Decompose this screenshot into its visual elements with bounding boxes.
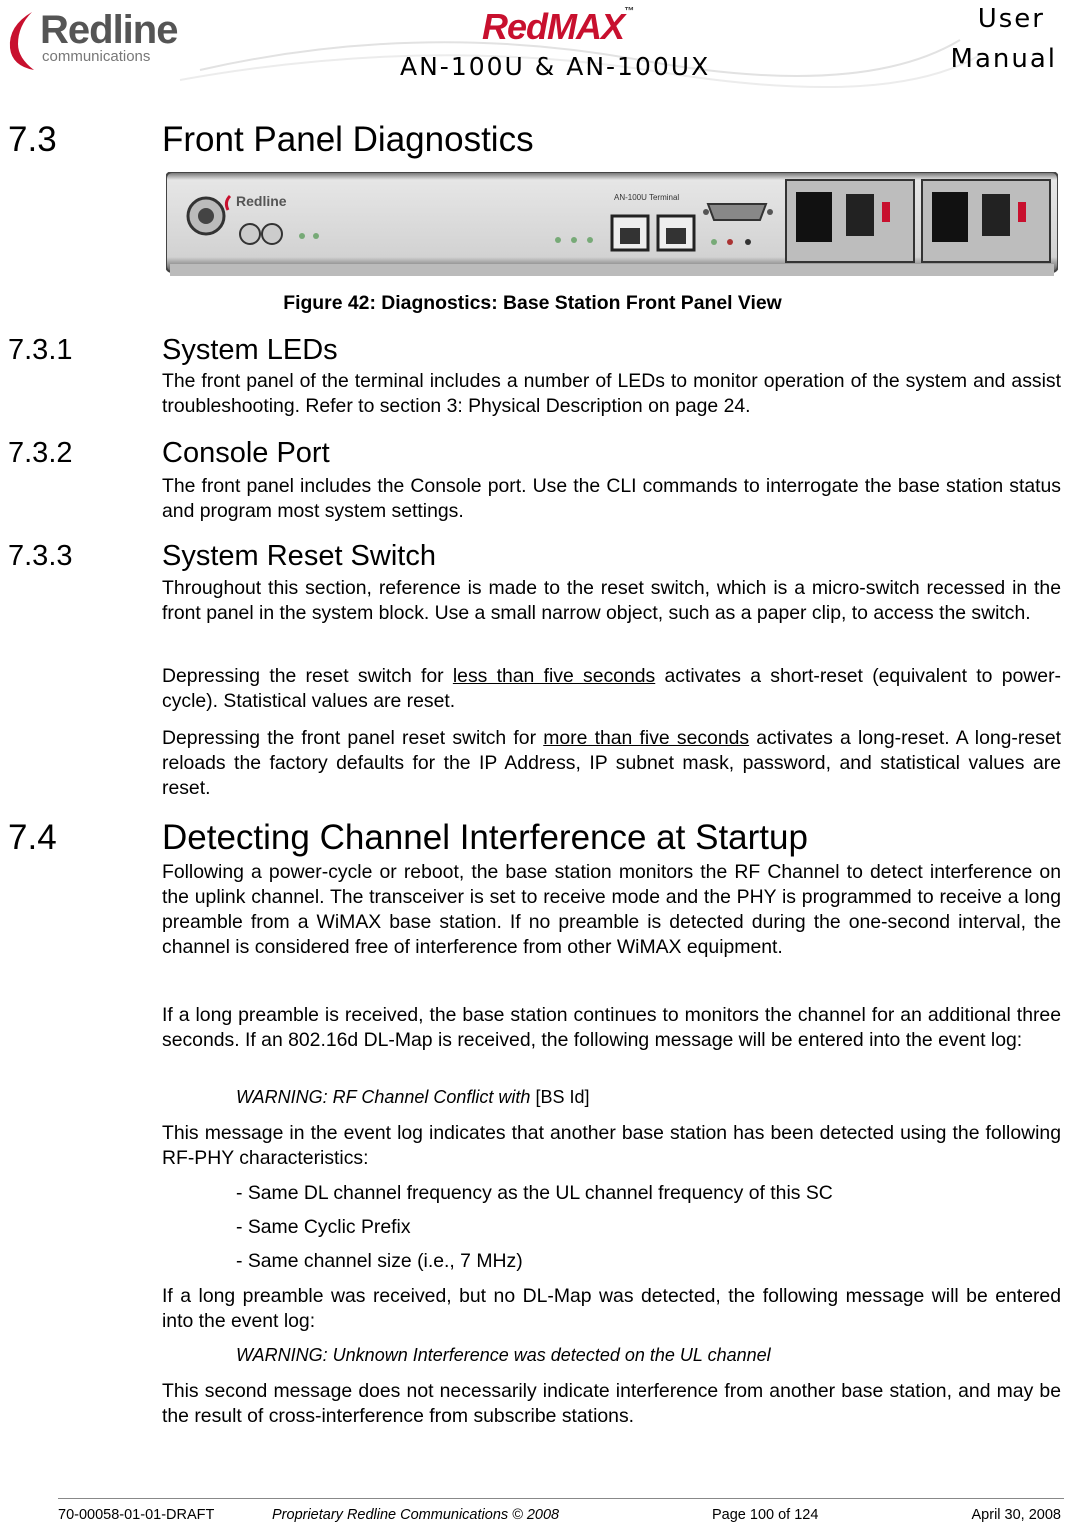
- paragraph: This second message does not necessarily indicate interference from another base station, and may be the result of cross-interference from subscribe stations.: [162, 1380, 1061, 1427]
- subsection-title: System Reset Switch: [162, 540, 436, 572]
- footer-page-number: Page 100 of 124: [712, 1507, 819, 1523]
- warning-message: WARNING: RF Channel Conflict with [BS Id]: [236, 1087, 590, 1107]
- front-panel-figure: [166, 172, 1058, 278]
- paragraph: If a long preamble is received, the base station continues to monitors the channel for an additional three seconds. If an 802.16d DL-Map is received, the following message will be entered into the event log:: [162, 1004, 1061, 1051]
- figure-caption: Figure 42: Diagnostics: Base Station Front Panel View: [283, 292, 782, 314]
- redmax-logo: RedMAX™: [482, 6, 634, 47]
- section-number: 7.4: [8, 818, 57, 857]
- paragraph: Depressing the front panel reset switch for more than five seconds activates a long-reset. A long-reset reloads the factory defaults for the IP Address, IP subnet mask, password, and statistical values are reset.: [162, 727, 1061, 799]
- paragraph: The front panel includes the Console port. Use the CLI commands to interrogate the base station status and program most system settings.: [162, 475, 1061, 522]
- footer-proprietary: Proprietary Redline Communications © 2008: [272, 1507, 560, 1523]
- subsection-number: 7.3.1: [8, 334, 73, 366]
- doc-type-line1: User: [977, 4, 1045, 34]
- footer-rule: [58, 1498, 1064, 1499]
- warning-message: WARNING: Unknown Interference was detected on the UL channel: [236, 1345, 771, 1365]
- subsection-title: Console Port: [162, 437, 330, 469]
- paragraph: Following a power-cycle or reboot, the base station monitors the RF Channel to detect interference on the uplink channel. The transceiver is set to receive mode and the PHY is programmed to receive a long preamble from a WiMAX base station. If no preamble is detected during the one-second interval, the channel is considered free of interference from other WiMAX equipment.: [162, 861, 1061, 958]
- page-header: [0, 0, 1065, 90]
- footer-doc-id: 70-00058-01-01-DRAFT: [58, 1507, 215, 1523]
- paragraph: Depressing the reset switch for less than five seconds activates a short-reset (equivalent to power-cycle). Statistical values are reset.: [162, 665, 1061, 712]
- list-item: - Same DL channel frequency as the UL channel frequency of this SC: [236, 1182, 833, 1204]
- product-name: AN-100U & AN-100UX: [400, 52, 711, 81]
- redline-swoosh-icon: [4, 8, 44, 74]
- redline-logo: Redline: [40, 8, 178, 52]
- paragraph: Throughout this section, reference is made to the reset switch, which is a micro-switch recessed in the front panel in the system block. Use a small narrow object, such as a paper clip, to access the switch.: [162, 577, 1061, 624]
- section-title: Front Panel Diagnostics: [162, 120, 534, 159]
- doc-type-line2: Manual: [950, 44, 1057, 74]
- svg-text:Redline: Redline: [236, 193, 287, 209]
- svg-text:AN-100U Terminal: AN-100U Terminal: [614, 193, 680, 202]
- paragraph: If a long preamble was received, but no DL-Map was detected, the following message will be entered into the event log:: [162, 1285, 1061, 1332]
- list-item: - Same channel size (i.e., 7 MHz): [236, 1250, 523, 1272]
- redline-logo-sub: communications: [42, 48, 151, 65]
- section-number: 7.3: [8, 120, 57, 159]
- paragraph: This message in the event log indicates that another base station has been detected using the following RF-PHY characteristics:: [162, 1122, 1061, 1169]
- footer-date: April 30, 2008: [971, 1507, 1061, 1523]
- subsection-number: 7.3.3: [8, 540, 73, 572]
- list-item: - Same Cyclic Prefix: [236, 1216, 411, 1238]
- section-title: Detecting Channel Interference at Startup: [162, 818, 808, 857]
- paragraph: The front panel of the terminal includes a number of LEDs to monitor operation of the system and assist troubleshooting. Refer to section 3: Physical Description on page 24.: [162, 370, 1061, 417]
- subsection-number: 7.3.2: [8, 437, 73, 469]
- subsection-title: System LEDs: [162, 334, 338, 366]
